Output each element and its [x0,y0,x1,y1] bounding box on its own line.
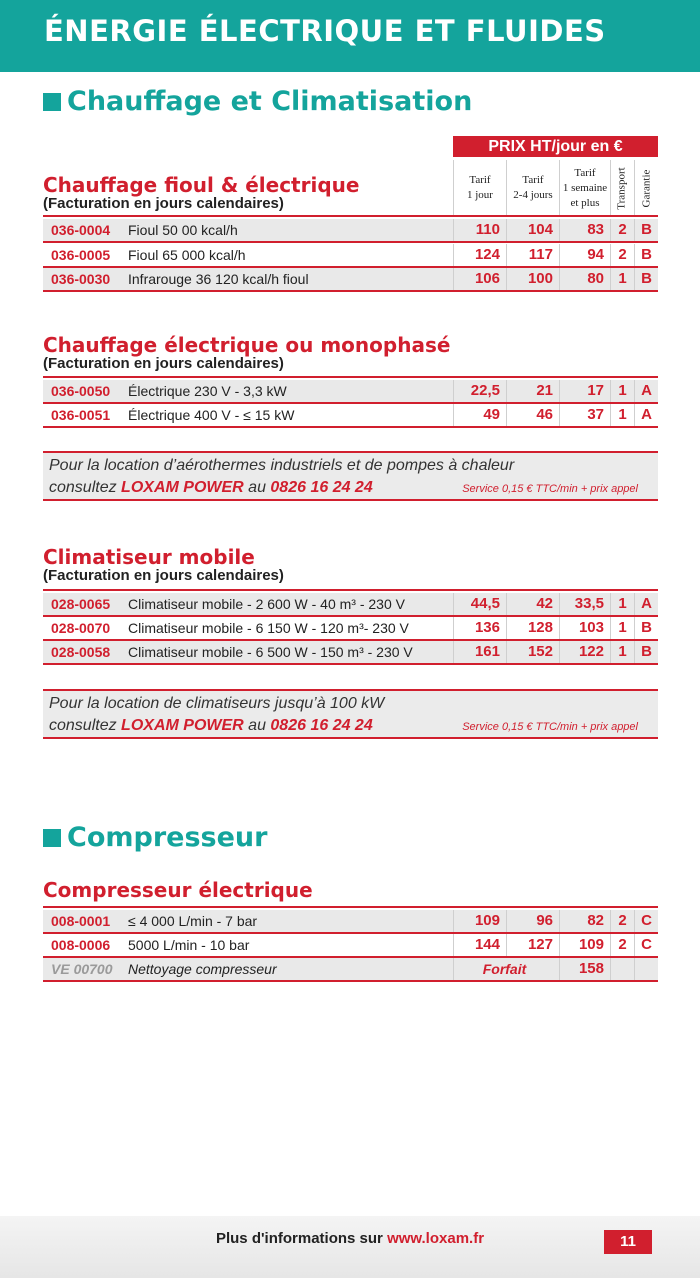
note-text: Pour la location d’aérothermes industriels et de pompes à chaleur [49,457,515,474]
table-row [43,380,658,404]
row-ref: 028-0065 [51,596,111,612]
transport-code: 2 [610,219,634,241]
transport-code: 1 [610,268,634,290]
transport-code: 1 [610,593,634,615]
footer [0,1216,700,1278]
row-desc: 5000 L/min - 10 bar [128,937,250,953]
price-week: 17 [559,380,610,402]
price-week: 103 [559,617,610,639]
row-desc: Fioul 50 00 kcal/h [128,222,238,238]
row-desc: Nettoyage compresseur [128,961,277,977]
price-1day: 106 [453,268,506,290]
table-row [43,404,658,428]
garantie-code [634,958,658,980]
price-2-4days: 152 [506,641,559,663]
row-ref: 036-0030 [51,271,111,287]
divider [43,215,658,217]
price-2-4days: 128 [506,617,559,639]
price-week: 80 [559,268,610,290]
row-desc: Infrarouge 36 120 kcal/h fioul [128,271,309,287]
table-row [43,219,658,243]
table-row [43,910,658,934]
phone-number: 0826 16 24 24 [270,717,373,734]
price-1day: 124 [453,244,506,266]
row-ref: 036-0004 [51,222,111,238]
price-1day: 44,5 [453,593,506,615]
category-title: Chauffage électrique ou monophasé [43,333,451,357]
price-1day: 136 [453,617,506,639]
note-contact: consultez LOXAM POWER au 0826 16 24 24 [49,717,373,734]
table-row [43,958,658,982]
table-row [43,244,658,268]
footer-info: Plus d'informations sur www.loxam.fr [215,1230,485,1247]
table-row [43,617,658,641]
column-header-week: Tarif 1 semaine et plus [559,160,610,216]
row-ref: 028-0070 [51,620,111,636]
note-contact: consultez LOXAM POWER au 0826 16 24 24 [49,479,373,496]
price-week: 109 [559,934,610,956]
price-week: 83 [559,219,610,241]
table-row [43,593,658,617]
price-2-4days: 127 [506,934,559,956]
table-row [43,934,658,958]
divider [43,589,658,591]
info-note [43,451,658,501]
section-title-compresseur [43,822,267,853]
row-desc: Fioul 65 000 kcal/h [128,247,246,263]
transport-code: 1 [610,641,634,663]
transport-code: 2 [610,910,634,932]
transport-code [610,958,634,980]
garantie-code: B [634,219,658,241]
row-desc: ≤ 4 000 L/min - 7 bar [128,913,258,929]
square-bullet-icon [43,829,61,847]
row-desc: Climatiseur mobile - 6 500 W - 150 m³ - 230 V [128,644,413,660]
transport-code: 2 [610,934,634,956]
category-title: Climatiseur mobile [43,545,255,569]
brand-name: LOXAM POWER [121,479,244,496]
garantie-code: B [634,617,658,639]
column-header-1day: Tarif 1 jour [453,160,506,216]
website-link[interactable]: www.loxam.fr [387,1230,485,1247]
garantie-code: A [634,593,658,615]
divider [43,906,658,908]
category-subtitle: (Facturation en jours calendaires) [43,355,284,372]
category-subtitle: (Facturation en jours calendaires) [43,567,284,584]
row-ref: 008-0001 [51,913,111,929]
info-note [43,689,658,739]
category-subtitle: (Facturation en jours calendaires) [43,195,284,212]
price-2-4days: 42 [506,593,559,615]
garantie-code: A [634,380,658,402]
phone-number: 0826 16 24 24 [270,479,373,496]
column-header-transport: Transport [610,160,634,216]
garantie-code: B [634,244,658,266]
section-title-text: Compresseur [67,822,268,853]
garantie-code: C [634,910,658,932]
row-ref: VE 00700 [51,961,113,977]
transport-code: 1 [610,617,634,639]
row-ref: 036-0051 [51,407,111,423]
price-2-4days: 96 [506,910,559,932]
price-1day: 161 [453,641,506,663]
price-1day: 109 [453,910,506,932]
price-week: 33,5 [559,593,610,615]
garantie-code: B [634,641,658,663]
category-title: Compresseur électrique [43,878,313,902]
price-2-4days: 100 [506,268,559,290]
table-row [43,268,658,292]
page-number: 11 [604,1230,652,1254]
forfait-label: Forfait [453,958,555,980]
row-desc: Électrique 230 V - 3,3 kW [128,383,287,399]
price-2-4days: 46 [506,404,559,426]
transport-code: 1 [610,380,634,402]
price-2-4days: 21 [506,380,559,402]
price-1day: 49 [453,404,506,426]
price-week: 82 [559,910,610,932]
price-1day: 22,5 [453,380,506,402]
row-desc: Climatiseur mobile - 2 600 W - 40 m³ - 230 V [128,596,405,612]
forfait-price: 158 [559,958,610,980]
price-week: 37 [559,404,610,426]
divider [43,376,658,378]
service-note: Service 0,15 € TTC/min + prix appel [462,483,638,495]
section-title-text: Chauffage et Climatisation [67,86,473,117]
transport-code: 2 [610,244,634,266]
page-title: ÉNERGIE ÉLECTRIQUE ET FLUIDES [44,14,606,48]
row-desc: Électrique 400 V - ≤ 15 kW [128,407,295,423]
transport-code: 1 [610,404,634,426]
price-1day: 144 [453,934,506,956]
brand-name: LOXAM POWER [121,717,244,734]
column-header-2-4days: Tarif 2-4 jours [506,160,559,216]
row-desc: Climatiseur mobile - 6 150 W - 120 m³- 230 V [128,620,409,636]
garantie-code: B [634,268,658,290]
price-banner: PRIX HT/jour en € [453,136,658,157]
section-title-chauffage [43,86,472,117]
table-row [43,641,658,665]
row-ref: 008-0006 [51,937,111,953]
garantie-code: C [634,934,658,956]
price-week: 94 [559,244,610,266]
row-ref: 036-0005 [51,247,111,263]
row-ref: 036-0050 [51,383,111,399]
garantie-code: A [634,404,658,426]
price-week: 122 [559,641,610,663]
header-bar [0,0,700,72]
price-2-4days: 104 [506,219,559,241]
note-text: Pour la location de climatiseurs jusqu’à 100 kW [49,695,385,712]
row-ref: 028-0058 [51,644,111,660]
column-header-garantie: Garantie [634,160,658,216]
square-bullet-icon [43,93,61,111]
service-note: Service 0,15 € TTC/min + prix appel [462,721,638,733]
price-1day: 110 [453,219,506,241]
category-title: Chauffage fioul & électrique [43,173,360,197]
price-2-4days: 117 [506,244,559,266]
